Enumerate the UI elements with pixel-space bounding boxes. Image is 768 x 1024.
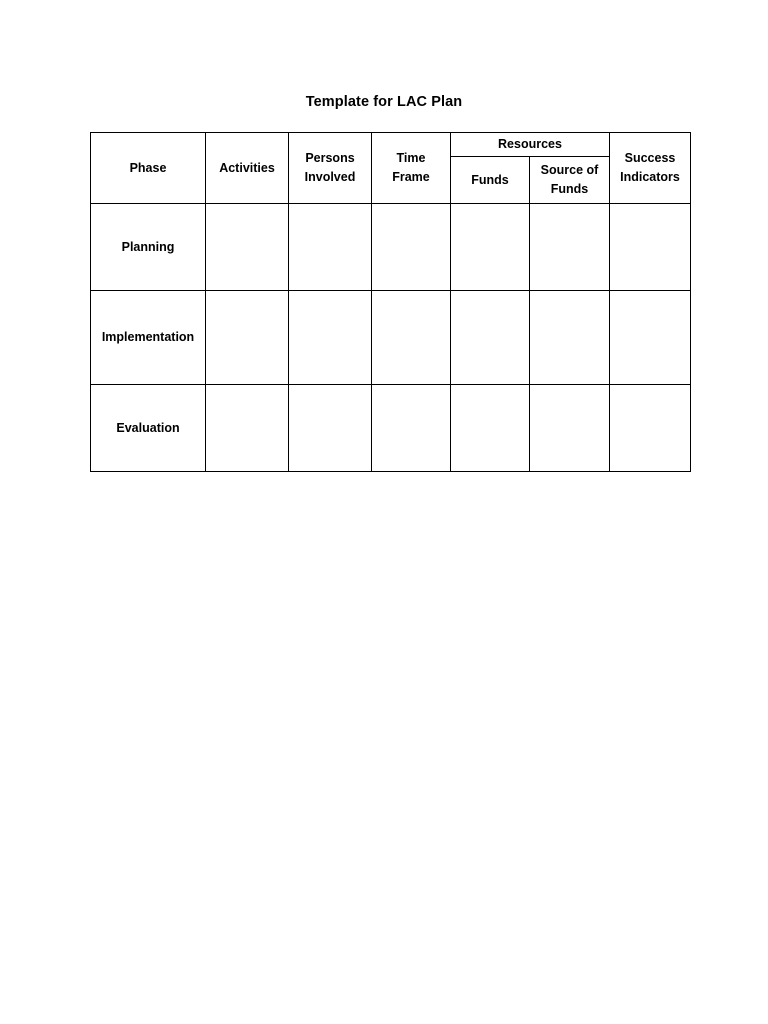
header-resources: Resources	[451, 133, 610, 157]
activities-cell[interactable]	[206, 204, 289, 291]
activities-cell[interactable]	[206, 385, 289, 472]
table-row	[91, 204, 691, 291]
time-frame-cell[interactable]	[372, 204, 451, 291]
success-indicators-cell[interactable]	[610, 291, 691, 385]
header-activities: Activities	[206, 133, 289, 204]
lac-plan-table	[90, 132, 691, 472]
source-of-funds-cell[interactable]	[530, 291, 610, 385]
persons-involved-cell[interactable]	[289, 385, 372, 472]
success-indicators-cell[interactable]	[610, 385, 691, 472]
success-indicators-cell[interactable]	[610, 204, 691, 291]
page-title: Template for LAC Plan	[305, 94, 463, 110]
header-success-indicators: Success Indicators	[610, 133, 691, 204]
funds-cell[interactable]	[451, 204, 530, 291]
funds-cell[interactable]	[451, 385, 530, 472]
persons-involved-cell[interactable]	[289, 204, 372, 291]
table-row	[91, 385, 691, 472]
phase-cell: Implementation	[91, 291, 206, 385]
phase-cell: Evaluation	[91, 385, 206, 472]
table-row	[91, 291, 691, 385]
header-funds: Funds	[451, 157, 530, 204]
activities-cell[interactable]	[206, 291, 289, 385]
header-persons-involved: Persons Involved	[289, 133, 372, 204]
header-time-frame: Time Frame	[372, 133, 451, 204]
time-frame-cell[interactable]	[372, 291, 451, 385]
time-frame-cell[interactable]	[372, 385, 451, 472]
phase-cell: Planning	[91, 204, 206, 291]
header-source-of-funds: Source of Funds	[530, 157, 610, 204]
source-of-funds-cell[interactable]	[530, 204, 610, 291]
persons-involved-cell[interactable]	[289, 291, 372, 385]
source-of-funds-cell[interactable]	[530, 385, 610, 472]
header-row	[91, 133, 691, 157]
header-phase: Phase	[91, 133, 206, 204]
funds-cell[interactable]	[451, 291, 530, 385]
